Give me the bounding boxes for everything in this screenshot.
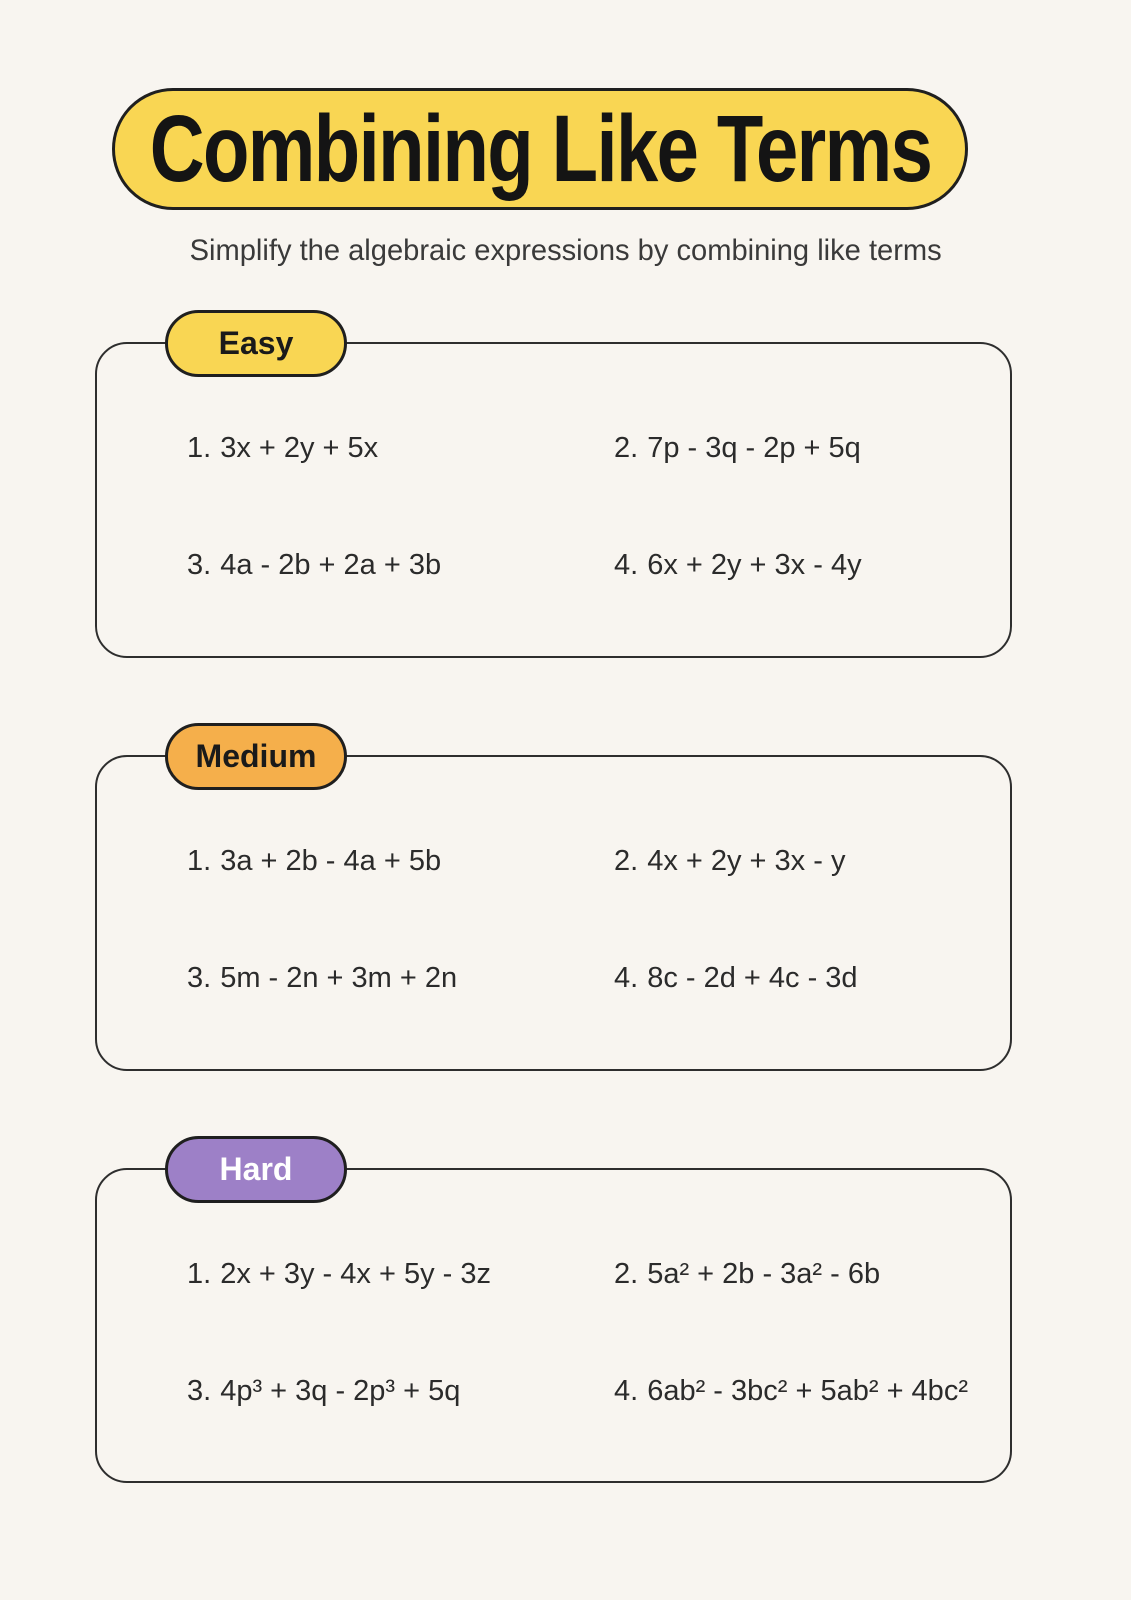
problem-expression: 4a - 2b + 2a + 3b [220, 549, 442, 581]
medium-problem-2 [614, 845, 845, 878]
hard-problem-3 [187, 1375, 460, 1408]
subtitle-text: Simplify the algebraic expressions by combining like terms [189, 234, 942, 267]
problem-number: 4. [614, 549, 639, 581]
medium-problem-3 [187, 962, 457, 995]
section-medium [95, 738, 1012, 1071]
section-hard-label: Hard [219, 1151, 293, 1187]
problem-expression: 4p³ + 3q - 2p³ + 5q [220, 1375, 461, 1407]
title-banner [112, 88, 968, 210]
easy-problem-4 [614, 549, 862, 582]
problem-expression: 3a + 2b - 4a + 5b [220, 845, 442, 877]
problem-expression: 4x + 2y + 3x - y [647, 845, 846, 877]
easy-problem-3 [187, 549, 441, 582]
hard-problem-2 [614, 1258, 880, 1291]
problem-expression: 8c - 2d + 4c - 3d [647, 962, 858, 994]
hard-problem-1 [187, 1258, 491, 1291]
section-hard [95, 1151, 1012, 1483]
section-easy [95, 325, 1012, 658]
hard-problem-4 [614, 1375, 968, 1408]
problem-number: 2. [614, 845, 639, 877]
problem-expression: 5a² + 2b - 3a² - 6b [647, 1258, 881, 1290]
medium-problem-1 [187, 845, 441, 878]
subtitle [0, 234, 1131, 268]
problem-number: 3. [187, 1375, 212, 1407]
problem-number: 2. [614, 1258, 639, 1290]
problem-expression: 6ab² - 3bc² + 5ab² + 4bc² [647, 1375, 968, 1407]
problem-expression: 7p - 3q - 2p + 5q [647, 432, 861, 464]
problem-expression: 3x + 2y + 5x [220, 432, 379, 464]
easy-problem-1 [187, 432, 378, 465]
problem-expression: 2x + 3y - 4x + 5y - 3z [220, 1258, 491, 1290]
problem-number: 1. [187, 1258, 212, 1290]
problem-number: 4. [614, 962, 639, 994]
problem-expression: 5m - 2n + 3m + 2n [220, 962, 458, 994]
section-medium-badge [165, 723, 347, 790]
problem-number: 3. [187, 962, 212, 994]
section-easy-label: Easy [218, 325, 294, 361]
section-medium-label: Medium [195, 738, 317, 774]
page-title: Combining Like Terms [149, 95, 931, 202]
section-easy-badge [165, 310, 347, 377]
problem-expression: 6x + 2y + 3x - 4y [647, 549, 862, 581]
problem-number: 1. [187, 845, 212, 877]
problem-number: 4. [614, 1375, 639, 1407]
easy-problem-2 [614, 432, 861, 465]
problem-number: 3. [187, 549, 212, 581]
medium-problem-4 [614, 962, 858, 995]
problem-number: 1. [187, 432, 212, 464]
section-hard-badge [165, 1136, 347, 1203]
problem-number: 2. [614, 432, 639, 464]
